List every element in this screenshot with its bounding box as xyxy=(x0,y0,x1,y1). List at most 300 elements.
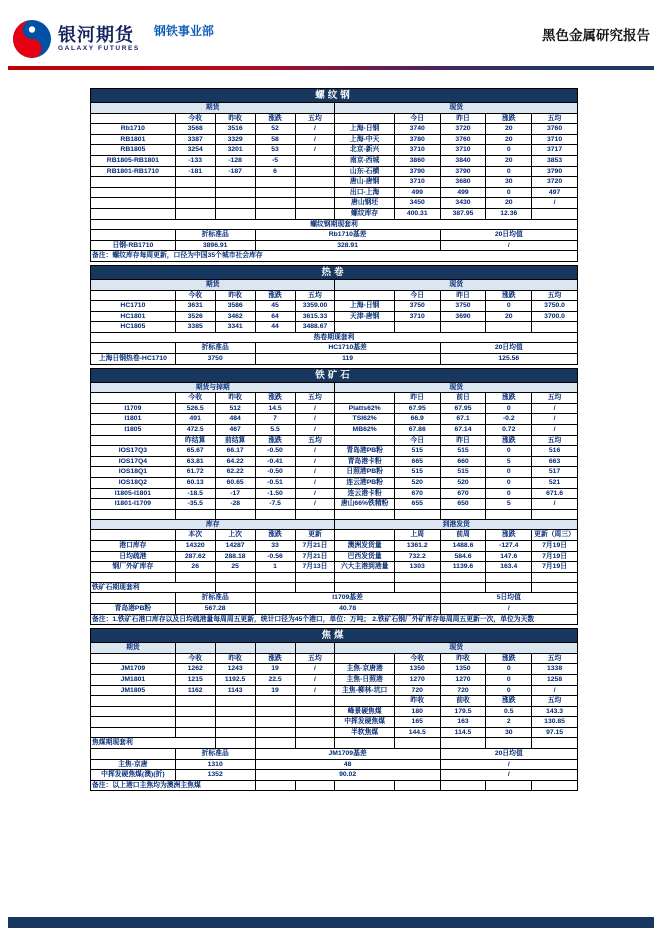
value-cell: / xyxy=(295,134,335,145)
value-cell: 67.14 xyxy=(440,425,486,436)
row-label: 青岛港PB粉 xyxy=(335,446,394,457)
empty-cell xyxy=(532,509,578,519)
value-cell: / xyxy=(532,499,578,510)
row-label: 上海-日钢 xyxy=(335,301,394,312)
empty-cell xyxy=(394,509,440,519)
empty-cell xyxy=(295,717,335,728)
row-label: 山东-石横 xyxy=(335,166,394,177)
value-cell: 650 xyxy=(440,499,486,510)
value-cell: 1361.2 xyxy=(394,540,440,551)
column-header: Rb1710基差 xyxy=(255,230,440,241)
value-cell: 497 xyxy=(532,187,578,198)
empty-cell xyxy=(91,198,176,209)
value-cell: 65.67 xyxy=(175,446,215,457)
value-cell: 567.28 xyxy=(175,603,255,614)
value-cell: 0.72 xyxy=(486,425,532,436)
value-cell: 3631 xyxy=(175,301,215,312)
column-header: 五均 xyxy=(532,696,578,707)
row-label: I1805-I1801 xyxy=(91,488,176,499)
section-header: 现货 xyxy=(335,103,578,114)
empty-cell xyxy=(175,717,215,728)
value-cell: 26 xyxy=(175,562,215,573)
value-cell: -128 xyxy=(215,155,255,166)
column-header: 20日均值 xyxy=(440,343,577,354)
empty-cell xyxy=(255,187,295,198)
value-cell: 720 xyxy=(440,685,486,696)
value-cell: 3615.33 xyxy=(295,311,335,322)
column-header: 今收 xyxy=(394,653,440,664)
table-title: 螺纹钢 xyxy=(91,89,578,103)
value-cell: 3710 xyxy=(440,145,486,156)
value-cell: 288.18 xyxy=(215,551,255,562)
value-cell: 7 xyxy=(255,414,295,425)
row-label: RB1805 xyxy=(91,145,176,156)
value-cell: 3760 xyxy=(532,124,578,135)
column-header: 涨跌 xyxy=(486,696,532,707)
row-label: 唐山66%铁精粉 xyxy=(335,499,394,510)
empty-cell xyxy=(335,509,394,519)
value-cell: 1258 xyxy=(532,674,578,685)
column-header: 折标准品 xyxy=(175,343,255,354)
footer-bar xyxy=(8,917,654,928)
empty-cell xyxy=(215,198,255,209)
value-cell: 163.4 xyxy=(486,562,532,573)
value-cell: 14.5 xyxy=(255,403,295,414)
value-cell: 0 xyxy=(486,674,532,685)
empty-cell xyxy=(440,738,486,749)
empty-cell xyxy=(295,177,335,188)
value-cell: 7月19日 xyxy=(532,551,578,562)
empty-cell xyxy=(335,113,394,124)
row-label: 螺纹库存 xyxy=(335,208,394,219)
note-text: 备注：螺纹库存每周更新，口径为中国35个城市社会库存 xyxy=(91,251,578,262)
column-header: 五均 xyxy=(295,393,335,404)
empty-cell xyxy=(295,643,335,654)
value-cell: 66.17 xyxy=(215,446,255,457)
row-label: HC1710 xyxy=(91,301,176,312)
value-cell: 515 xyxy=(440,467,486,478)
value-cell: 3488.67 xyxy=(295,322,335,333)
value-cell: 671.6 xyxy=(532,488,578,499)
value-cell: 0 xyxy=(486,301,532,312)
department-label: 钢铁事业部 xyxy=(153,24,214,38)
value-cell: 64 xyxy=(255,311,295,322)
empty-cell xyxy=(91,727,176,738)
value-cell: -0.50 xyxy=(255,467,295,478)
row-label: IOS18Q2 xyxy=(91,478,176,489)
value-cell: 3700.0 xyxy=(532,311,578,322)
column-header: 昨收 xyxy=(215,113,255,124)
value-cell: 400.31 xyxy=(394,208,440,219)
empty-cell xyxy=(91,187,176,198)
empty-cell xyxy=(91,749,176,760)
row-label: 北京-新兴 xyxy=(335,145,394,156)
value-cell: -127.4 xyxy=(486,540,532,551)
value-cell: 3329 xyxy=(215,134,255,145)
column-header: 5日均值 xyxy=(440,593,577,604)
column-header: 五均 xyxy=(295,435,335,446)
row-label: 连云港卡粉 xyxy=(335,488,394,499)
column-header: I1709基差 xyxy=(255,593,440,604)
value-cell: 48 xyxy=(255,759,440,770)
value-cell: 515 xyxy=(440,446,486,457)
value-cell: -5 xyxy=(255,155,295,166)
value-cell: 1139.6 xyxy=(440,562,486,573)
empty-cell xyxy=(91,572,176,582)
row-label: RB1801 xyxy=(91,134,176,145)
empty-cell xyxy=(532,780,578,791)
empty-cell xyxy=(215,738,255,749)
empty-cell xyxy=(335,696,394,707)
column-header: 五均 xyxy=(532,653,578,664)
section-header: 现货 xyxy=(335,382,578,393)
value-cell: 1143 xyxy=(215,685,255,696)
column-header: 今日 xyxy=(394,435,440,446)
row-label: IOS17Q3 xyxy=(91,446,176,457)
value-cell: 3359.00 xyxy=(295,301,335,312)
empty-cell xyxy=(486,780,532,791)
empty-cell xyxy=(215,509,255,519)
empty-cell xyxy=(255,738,295,749)
value-cell: 521 xyxy=(532,478,578,489)
value-cell: -181 xyxy=(175,166,215,177)
value-cell: -0.41 xyxy=(255,456,295,467)
empty-cell xyxy=(255,696,295,707)
row-label: 唐山-唐钢 xyxy=(335,177,394,188)
value-cell: 3760 xyxy=(440,134,486,145)
table-rebar xyxy=(90,88,578,262)
section-label: 铁矿石期现套利 xyxy=(91,582,216,593)
value-cell: 0 xyxy=(486,446,532,457)
section-label: 焦煤期现套利 xyxy=(91,738,216,749)
value-cell: 0 xyxy=(486,187,532,198)
brand-name-en: GALAXY FUTURES xyxy=(58,44,140,52)
brand-block xyxy=(58,26,140,53)
value-cell: 3896.91 xyxy=(175,240,255,251)
value-cell: 3710 xyxy=(394,311,440,322)
column-header: JM1709基差 xyxy=(255,749,440,760)
row-label: 钢厂外矿库存 xyxy=(91,562,176,573)
value-cell: 25 xyxy=(215,562,255,573)
value-cell: 67.1 xyxy=(440,414,486,425)
table-coking-coal xyxy=(90,628,578,791)
value-cell: 58 xyxy=(255,134,295,145)
value-cell: 670 xyxy=(394,488,440,499)
empty-cell xyxy=(532,738,578,749)
empty-cell xyxy=(532,208,578,219)
value-cell: / xyxy=(295,124,335,135)
value-cell: / xyxy=(440,603,577,614)
column-header: 今日 xyxy=(394,113,440,124)
value-cell: 67.95 xyxy=(440,403,486,414)
empty-cell xyxy=(295,696,335,707)
row-label: JM1801 xyxy=(91,674,176,685)
value-cell: 60.13 xyxy=(175,478,215,489)
empty-cell xyxy=(215,572,255,582)
empty-cell xyxy=(215,208,255,219)
column-header: 今日 xyxy=(394,290,440,301)
empty-cell xyxy=(255,582,295,593)
column-header: 五均 xyxy=(532,435,578,446)
value-cell: / xyxy=(295,425,335,436)
empty-cell xyxy=(335,582,394,593)
row-label: I1801 xyxy=(91,414,176,425)
value-cell: 0 xyxy=(486,685,532,696)
empty-cell xyxy=(295,208,335,219)
value-cell: 67.86 xyxy=(394,425,440,436)
value-cell: 3710 xyxy=(394,145,440,156)
value-cell: 3710 xyxy=(394,177,440,188)
empty-cell xyxy=(91,177,176,188)
empty-cell xyxy=(175,187,215,198)
empty-cell xyxy=(215,582,255,593)
value-cell: 3690 xyxy=(440,311,486,322)
value-cell: 520 xyxy=(394,478,440,489)
column-header: 前结算 xyxy=(215,435,255,446)
empty-cell xyxy=(91,230,176,241)
empty-cell xyxy=(175,572,215,582)
empty-cell xyxy=(175,177,215,188)
value-cell: 20 xyxy=(486,134,532,145)
value-cell: -17 xyxy=(215,488,255,499)
value-cell: 14320 xyxy=(175,540,215,551)
section-header: 现货 xyxy=(335,279,578,290)
value-cell: / xyxy=(295,467,335,478)
value-cell: 5 xyxy=(486,499,532,510)
value-cell: 30 xyxy=(486,727,532,738)
empty-cell xyxy=(91,696,176,707)
value-cell: 3526 xyxy=(175,311,215,322)
empty-cell xyxy=(394,738,440,749)
column-header: 前收 xyxy=(440,696,486,707)
value-cell: 143.3 xyxy=(532,706,578,717)
value-cell: 53 xyxy=(255,145,295,156)
value-cell: 3717 xyxy=(532,145,578,156)
value-cell: -1.50 xyxy=(255,488,295,499)
row-label: 上海-中天 xyxy=(335,134,394,145)
value-cell: 1270 xyxy=(440,674,486,685)
row-label: 半软焦煤 xyxy=(335,727,394,738)
column-header: 前周 xyxy=(440,530,486,541)
value-cell: 33 xyxy=(255,540,295,551)
value-cell: 1270 xyxy=(394,674,440,685)
row-label: 青岛港PB粉 xyxy=(91,603,176,614)
empty-cell xyxy=(91,113,176,124)
column-header: 今收 xyxy=(175,113,215,124)
value-cell: / xyxy=(295,488,335,499)
value-cell: -0.56 xyxy=(255,551,295,562)
value-cell: 3387 xyxy=(175,134,215,145)
empty-cell xyxy=(335,738,394,749)
value-cell: 526.5 xyxy=(175,403,215,414)
empty-cell xyxy=(215,177,255,188)
empty-cell xyxy=(215,706,255,717)
report-tables-container xyxy=(90,88,578,794)
row-label: I1801-I1709 xyxy=(91,499,176,510)
value-cell: 7月21日 xyxy=(295,551,335,562)
empty-cell xyxy=(255,509,295,519)
row-label: JM1805 xyxy=(91,685,176,696)
value-cell: -7.5 xyxy=(255,499,295,510)
section-header: 期货 xyxy=(91,103,335,114)
value-cell: 19 xyxy=(255,685,295,696)
value-cell: 3462 xyxy=(215,311,255,322)
empty-cell xyxy=(295,780,335,791)
value-cell: / xyxy=(532,414,578,425)
empty-cell xyxy=(255,208,295,219)
value-cell: 114.5 xyxy=(440,727,486,738)
value-cell: 19 xyxy=(255,664,295,675)
column-header: 五均 xyxy=(295,653,335,664)
value-cell: 1350 xyxy=(394,664,440,675)
empty-cell xyxy=(335,653,394,664)
row-label: MB62% xyxy=(335,425,394,436)
empty-cell xyxy=(215,643,255,654)
value-cell: 5.5 xyxy=(255,425,295,436)
column-header: 更新 xyxy=(295,530,335,541)
column-header: 五均 xyxy=(532,290,578,301)
value-cell: 3341 xyxy=(215,322,255,333)
row-label: 主焦-京唐港 xyxy=(335,664,394,675)
empty-cell xyxy=(440,780,486,791)
row-label: 澳洲发货量 xyxy=(335,540,394,551)
section-header: 期货与掉期 xyxy=(91,382,335,393)
value-cell: 180 xyxy=(394,706,440,717)
row-label: 青岛港卡粉 xyxy=(335,456,394,467)
value-cell: / xyxy=(295,414,335,425)
value-cell: 732.2 xyxy=(394,551,440,562)
value-cell: 165 xyxy=(394,717,440,728)
value-cell: 163 xyxy=(440,717,486,728)
empty-cell xyxy=(215,696,255,707)
value-cell: 499 xyxy=(440,187,486,198)
empty-cell xyxy=(532,572,578,582)
value-cell: 1 xyxy=(255,562,295,573)
note-text: 备注：以上港口主焦均为澳洲主焦煤 xyxy=(91,780,256,791)
note-text: 备注：1.铁矿石港口库存以及日均疏港量每周周五更新，统计口径为45个港口，单位：万吨； 2.铁矿石钢厂外矿库存每周周五更新一次，单位为天数 xyxy=(91,614,578,625)
value-cell: 3860 xyxy=(394,155,440,166)
value-cell: 670 xyxy=(440,488,486,499)
value-cell: 512 xyxy=(215,403,255,414)
column-header: 昨收 xyxy=(440,653,486,664)
empty-cell xyxy=(91,530,176,541)
empty-cell xyxy=(295,509,335,519)
empty-cell xyxy=(91,593,176,604)
column-header: 昨收 xyxy=(215,290,255,301)
value-cell: 516 xyxy=(532,446,578,457)
row-label: 上海日钢热卷-HC1710 xyxy=(91,354,176,365)
value-cell: 484 xyxy=(215,414,255,425)
value-cell: 3790 xyxy=(440,166,486,177)
value-cell: 1162 xyxy=(175,685,215,696)
empty-cell xyxy=(335,572,394,582)
row-label: 中挥发硬焦煤(澳)(折) xyxy=(91,770,176,781)
empty-cell xyxy=(486,509,532,519)
section-header: 期货 xyxy=(91,279,335,290)
column-header: 昨日 xyxy=(440,113,486,124)
row-label: I1805 xyxy=(91,425,176,436)
column-header: 五均 xyxy=(295,290,335,301)
table-iron-ore xyxy=(90,368,578,625)
value-cell: 3750 xyxy=(175,354,255,365)
value-cell: 7月19日 xyxy=(532,562,578,573)
empty-cell xyxy=(175,509,215,519)
empty-cell xyxy=(215,187,255,198)
value-cell: 7月19日 xyxy=(532,540,578,551)
column-header: 今收 xyxy=(175,290,215,301)
value-cell: 3750.0 xyxy=(532,301,578,312)
row-label: Rb1710 xyxy=(91,124,176,135)
value-cell: 20 xyxy=(486,198,532,209)
column-header: 本次 xyxy=(175,530,215,541)
empty-cell xyxy=(295,738,335,749)
value-cell: 665 xyxy=(394,456,440,467)
column-header: 涨跌 xyxy=(486,435,532,446)
column-header: 昨日 xyxy=(440,290,486,301)
value-cell: -35.5 xyxy=(175,499,215,510)
brand-name-cn: 银河期货 xyxy=(58,24,134,45)
value-cell: 5 xyxy=(486,456,532,467)
column-header: 折标准品 xyxy=(175,749,255,760)
value-cell: 3750 xyxy=(394,301,440,312)
value-cell: 3516 xyxy=(215,124,255,135)
row-label: RB1805-RB1801 xyxy=(91,155,176,166)
row-label: 南京-西城 xyxy=(335,155,394,166)
value-cell: 584.6 xyxy=(440,551,486,562)
value-cell: 40.78 xyxy=(255,603,440,614)
empty-cell xyxy=(91,706,176,717)
value-cell: / xyxy=(295,674,335,685)
value-cell: 0 xyxy=(486,488,532,499)
section-header: 现货 xyxy=(335,643,578,654)
value-cell: / xyxy=(295,685,335,696)
value-cell: 328.91 xyxy=(255,240,440,251)
column-header: 五均 xyxy=(532,113,578,124)
row-label: 上海-日钢 xyxy=(335,124,394,135)
row-label: IOS17Q4 xyxy=(91,456,176,467)
empty-cell xyxy=(394,322,440,333)
empty-cell xyxy=(215,717,255,728)
column-header: 昨收 xyxy=(394,696,440,707)
column-header: 涨跌 xyxy=(486,113,532,124)
value-cell: / xyxy=(532,403,578,414)
value-cell: 491 xyxy=(175,414,215,425)
value-cell: 3586 xyxy=(215,301,255,312)
report-title: 黑色金属研究报告 xyxy=(542,28,650,43)
value-cell: -0.50 xyxy=(255,446,295,457)
empty-cell xyxy=(335,393,394,404)
value-cell: 97.15 xyxy=(532,727,578,738)
empty-cell xyxy=(91,290,176,301)
value-cell: 63.81 xyxy=(175,456,215,467)
value-cell: 3853 xyxy=(532,155,578,166)
value-cell: 517 xyxy=(532,467,578,478)
row-label: 日均疏港 xyxy=(91,551,176,562)
empty-cell xyxy=(255,706,295,717)
row-label: HC1805 xyxy=(91,322,176,333)
value-cell: 7月21日 xyxy=(295,540,335,551)
value-cell: 22.5 xyxy=(255,674,295,685)
row-label: 港口库存 xyxy=(91,540,176,551)
value-cell: 1192.5 xyxy=(215,674,255,685)
empty-cell xyxy=(175,208,215,219)
value-cell: 467 xyxy=(215,425,255,436)
column-header: 涨跌 xyxy=(255,290,295,301)
row-label: TSI62% xyxy=(335,414,394,425)
value-cell: 660 xyxy=(440,456,486,467)
value-cell: 0 xyxy=(486,403,532,414)
empty-cell xyxy=(255,727,295,738)
